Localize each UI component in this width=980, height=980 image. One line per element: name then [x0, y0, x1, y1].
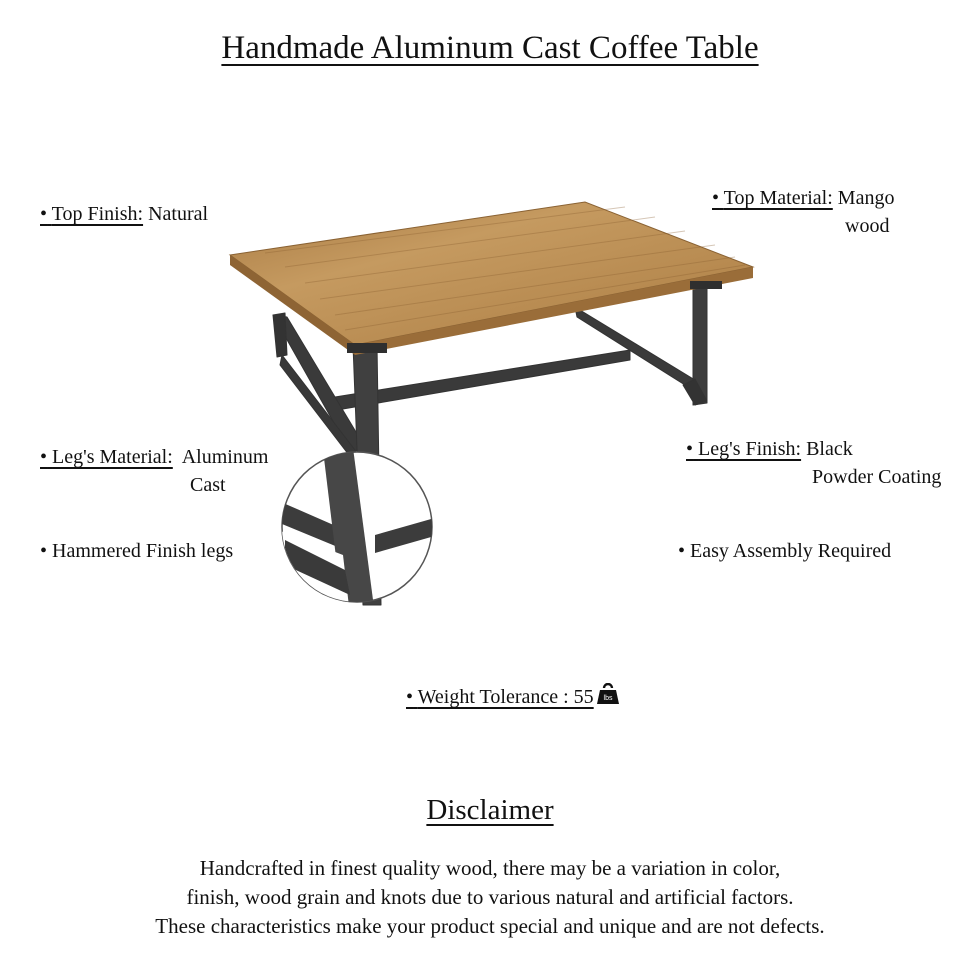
spec-leg-finish-value-2: Powder Coating [812, 466, 942, 488]
disclaimer-line: Handcrafted in finest quality wood, there may be a variation in color, [199, 856, 781, 880]
spec-top-material-label: • Top Material: [712, 187, 833, 209]
spec-leg-finish-value-1: Black [806, 438, 853, 460]
spec-leg-material-label: • Leg's Material: [40, 446, 173, 468]
page-title [0, 30, 980, 67]
weight-lbs-icon [596, 683, 620, 713]
spec-top-material-value-1: Mango [837, 187, 895, 209]
spec-hammered-finish [40, 537, 233, 565]
spec-leg-material-value-2: Cast [190, 474, 226, 496]
spec-top-finish [40, 200, 208, 228]
spec-weight-tolerance [406, 683, 620, 713]
spec-leg-finish [686, 435, 941, 491]
disclaimer-line: These characteristics make your product special and unique and are not defects. [155, 914, 825, 938]
bullet: • [40, 540, 48, 562]
spec-leg-finish-label: • Leg's Finish: [686, 438, 802, 460]
spec-top-finish-value: Natural [148, 203, 209, 225]
spec-top-material-value-2: wood [845, 215, 890, 237]
spec-assembly [678, 537, 891, 565]
spec-leg-material [40, 443, 268, 499]
disclaimer-heading-text: Disclaimer [426, 794, 554, 826]
spec-hammered-text: Hammered Finish legs [52, 540, 234, 562]
spec-assembly-text: Easy Assembly Required [690, 540, 892, 562]
spec-top-finish-label: • Top Finish: [40, 203, 144, 225]
leg-detail-zoom [265, 425, 445, 615]
disclaimer-text [0, 854, 980, 941]
bullet: • [678, 540, 686, 562]
spec-leg-material-value-1: Aluminum [181, 446, 269, 468]
page-title-text: Handmade Aluminum Cast Coffee Table [221, 30, 759, 66]
disclaimer-heading [0, 794, 980, 827]
spec-weight-label: • Weight Tolerance : 55 [406, 686, 594, 708]
svg-text:lbs: lbs [603, 695, 613, 702]
spec-top-material [712, 184, 894, 240]
disclaimer-line: finish, wood grain and knots due to various natural and artificial factors. [186, 885, 794, 909]
table-top [230, 202, 753, 355]
